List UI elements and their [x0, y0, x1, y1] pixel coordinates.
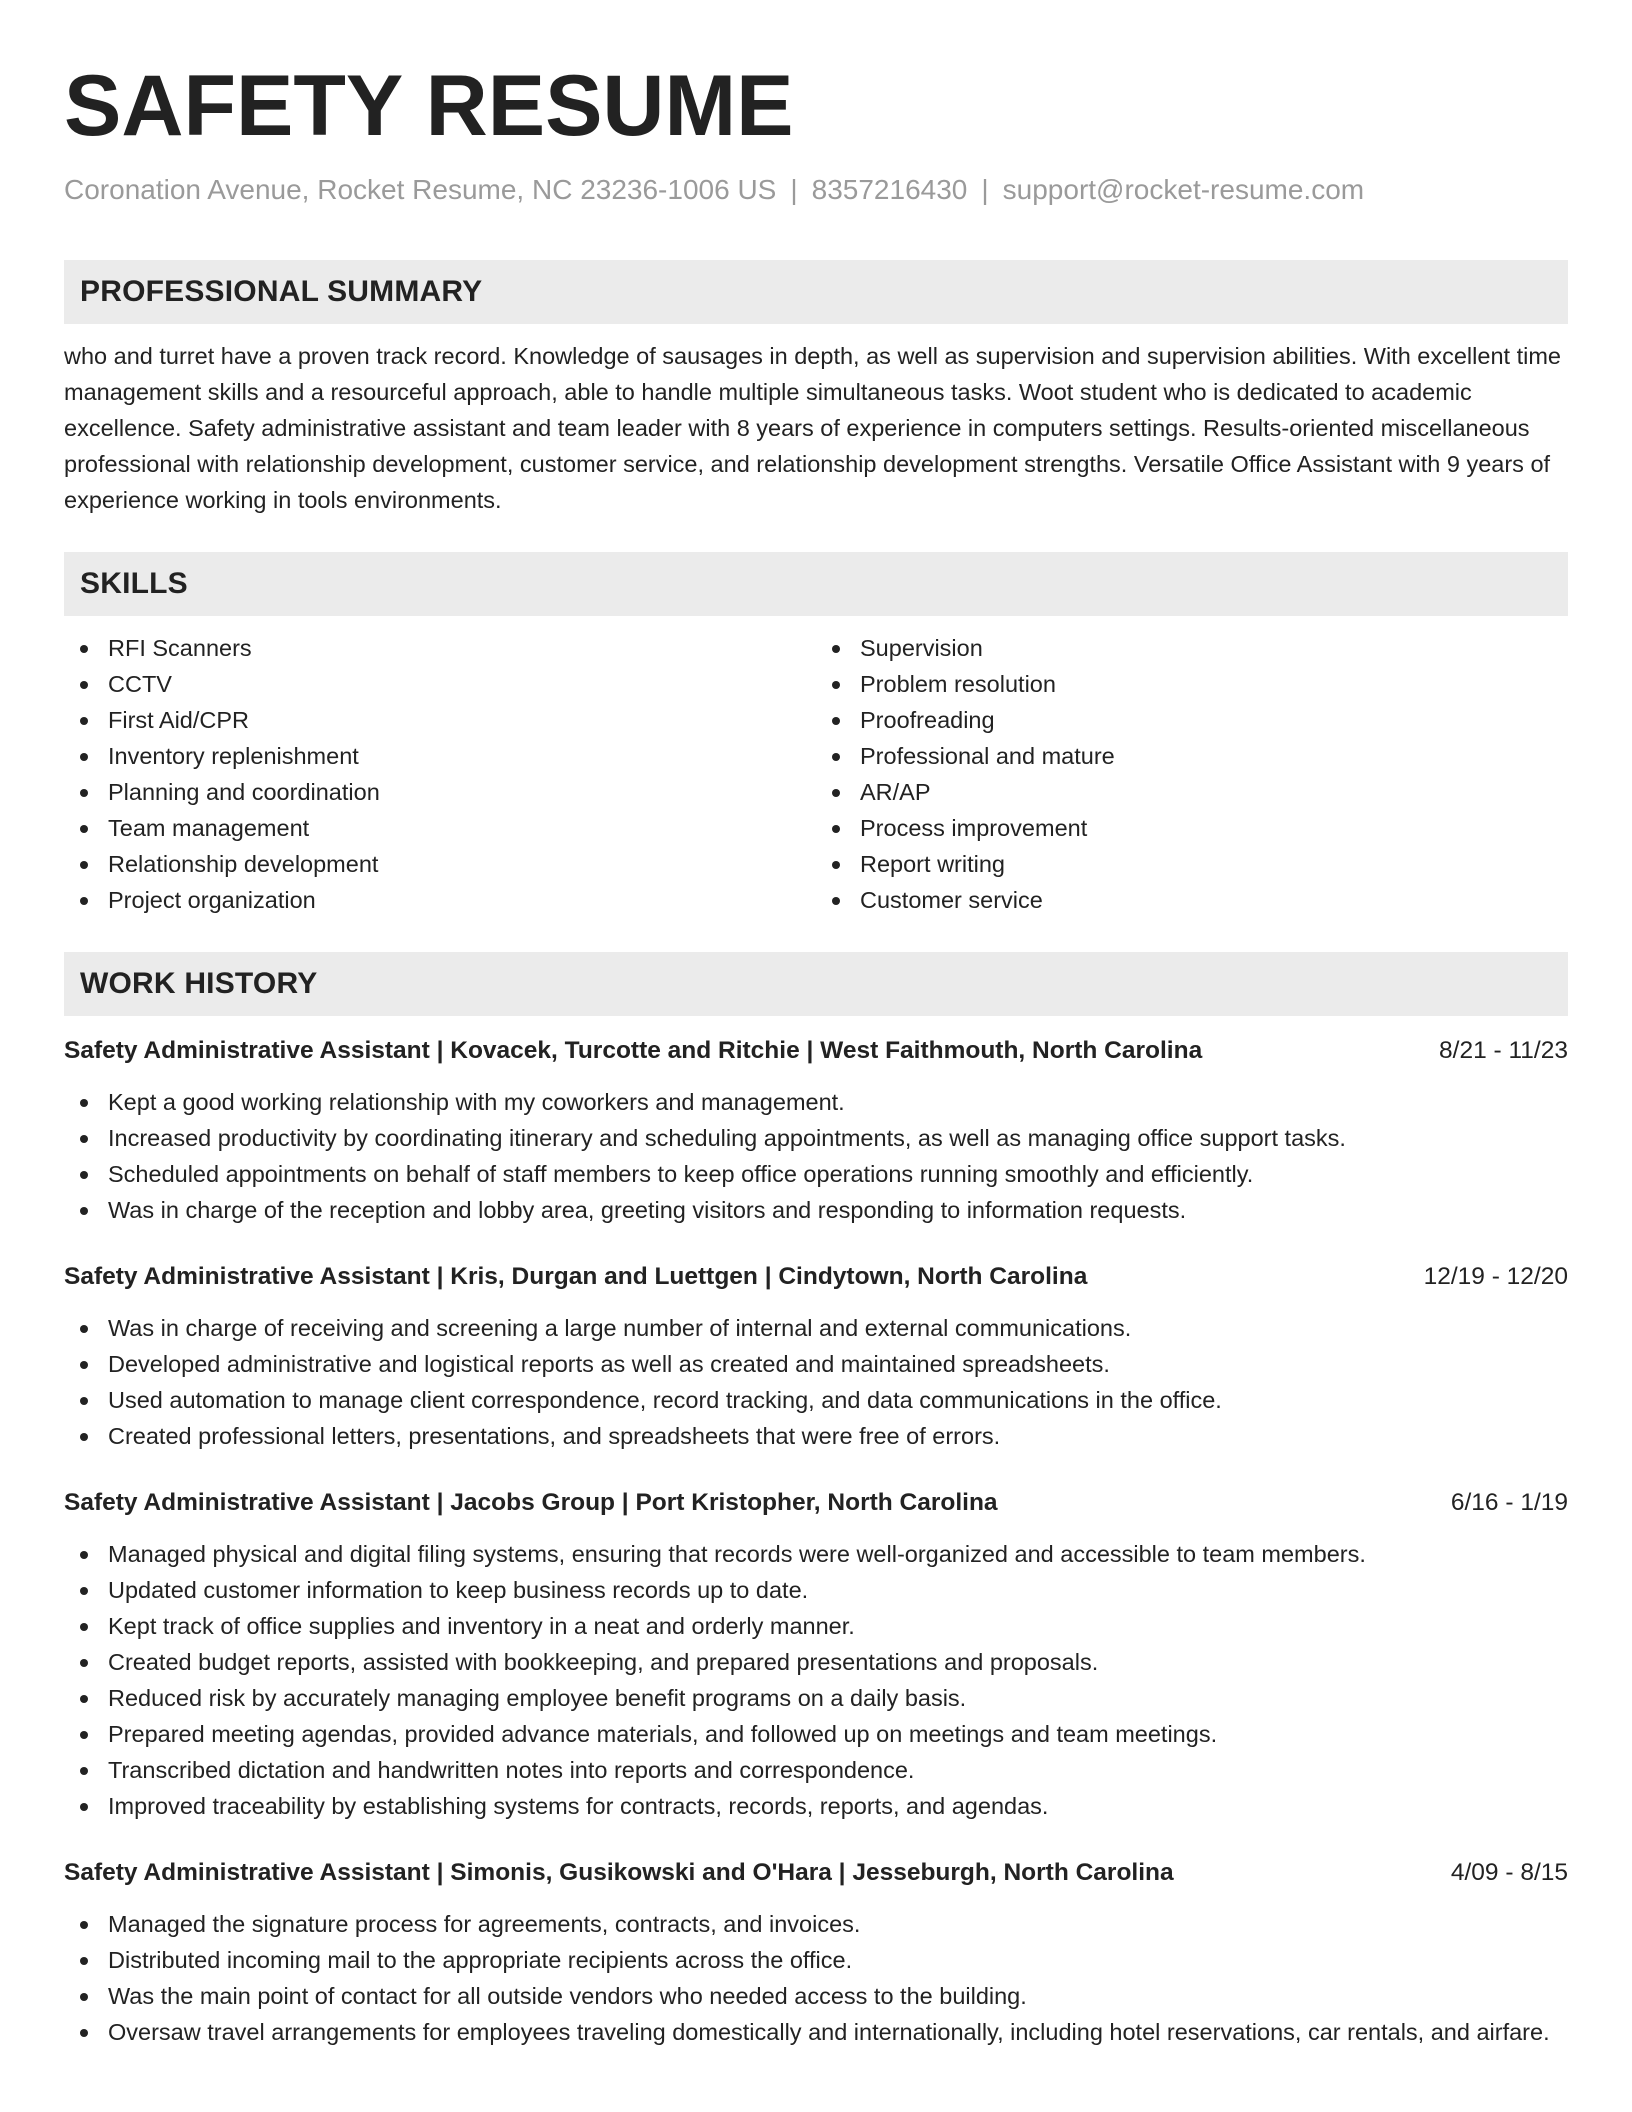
- skill-item: RFI Scanners: [108, 630, 816, 666]
- skill-item: Professional and mature: [860, 738, 1568, 774]
- section-header-skills: SKILLS: [64, 552, 1568, 616]
- job-title: Safety Administrative Assistant | Kovacek, Turcotte and Ritchie | West Faithmouth, North Carolina: [64, 1037, 1203, 1064]
- skill-item: Problem resolution: [860, 666, 1568, 702]
- skill-item: Customer service: [860, 882, 1568, 918]
- job-bullet: Transcribed dictation and handwritten notes into reports and correspondence.: [108, 1752, 1568, 1788]
- job-entry: [64, 1034, 1568, 1228]
- job-bullet: Oversaw travel arrangements for employees traveling domestically and internationally, including hotel reservations, car rentals, and airfare.: [108, 2014, 1568, 2050]
- job-bullet: Managed the signature process for agreements, contracts, and invoices.: [108, 1906, 1568, 1942]
- skills-grid: [64, 630, 1568, 918]
- contact-separator: |: [981, 174, 989, 205]
- job-dates: 12/19 - 12/20: [1423, 1263, 1568, 1290]
- job-bullet: Kept a good working relationship with my coworkers and management.: [108, 1084, 1568, 1120]
- contact-address: Coronation Avenue, Rocket Resume, NC 23236-1006 US: [64, 174, 777, 205]
- job-header: [64, 1260, 1568, 1294]
- job-bullet: Updated customer information to keep business records up to date.: [108, 1572, 1568, 1608]
- resume-title: SAFETY RESUME: [64, 58, 794, 154]
- job-bullet: Managed physical and digital filing systems, ensuring that records were well-organized and accessible to team members.: [108, 1536, 1568, 1572]
- contact-separator: |: [790, 174, 798, 205]
- job-title: Safety Administrative Assistant | Jacobs Group | Port Kristopher, North Carolina: [64, 1489, 998, 1516]
- skill-item: Report writing: [860, 846, 1568, 882]
- job-header: [64, 1034, 1568, 1068]
- job-bullet: Reduced risk by accurately managing employee benefit programs on a daily basis.: [108, 1680, 1568, 1716]
- skill-item: Relationship development: [108, 846, 816, 882]
- skills-column-left: [64, 630, 816, 918]
- job-header: [64, 1486, 1568, 1520]
- job-entry: [64, 1486, 1568, 1824]
- skill-item: Process improvement: [860, 810, 1568, 846]
- job-bullets: [64, 1310, 1568, 1454]
- contact-email: support@rocket-resume.com: [1002, 174, 1365, 205]
- job-bullet: Used automation to manage client correspondence, record tracking, and data communications in the office.: [108, 1382, 1568, 1418]
- job-entry: [64, 1260, 1568, 1454]
- section-header-summary: PROFESSIONAL SUMMARY: [64, 260, 1568, 324]
- summary-text: who and turret have a proven track record. Knowledge of sausages in depth, as well as supervision and supervision abilities. With excellent time management skills and a resourceful approach, able to handle multiple simultaneous tasks. Woot student who is dedicated to academic excellence. Safety administrative assistant and team leader with 8 years of experience in computers settings. Results-oriented miscellaneous professional with relationship development, customer service, and relationship development strengths. Versatile Office Assistant with 9 years of experience working in tools environments.: [64, 343, 1561, 513]
- skill-item: Inventory replenishment: [108, 738, 816, 774]
- contact-phone: 8357216430: [811, 174, 968, 205]
- job-bullet: Developed administrative and logistical reports as well as created and maintained spreadsheets.: [108, 1346, 1568, 1382]
- job-dates: 4/09 - 8/15: [1450, 1859, 1568, 1886]
- job-bullet: Improved traceability by establishing systems for contracts, records, reports, and agendas.: [108, 1788, 1568, 1824]
- skill-item: Proofreading: [860, 702, 1568, 738]
- skill-item: Project organization: [108, 882, 816, 918]
- section-header-work-history: WORK HISTORY: [64, 952, 1568, 1016]
- job-bullets: [64, 1084, 1568, 1228]
- job-bullet: Kept track of office supplies and inventory in a neat and orderly manner.: [108, 1608, 1568, 1644]
- skill-item: First Aid/CPR: [108, 702, 816, 738]
- job-title: Safety Administrative Assistant | Kris, Durgan and Luettgen | Cindytown, North Carolina: [64, 1263, 1088, 1290]
- job-bullet: Created budget reports, assisted with bookkeeping, and prepared presentations and proposals.: [108, 1644, 1568, 1680]
- job-title: Safety Administrative Assistant | Simonis, Gusikowski and O'Hara | Jesseburgh, North Carolina: [64, 1859, 1174, 1886]
- skill-item: AR/AP: [860, 774, 1568, 810]
- job-header: [64, 1856, 1568, 1890]
- job-bullet: Prepared meeting agendas, provided advance materials, and followed up on meetings and team meetings.: [108, 1716, 1568, 1752]
- contact-line: [64, 172, 1568, 208]
- skills-column-right: [816, 630, 1568, 918]
- job-dates: 8/21 - 11/23: [1439, 1037, 1568, 1064]
- job-bullet: Was in charge of receiving and screening a large number of internal and external communications.: [108, 1310, 1568, 1346]
- job-bullet: Created professional letters, presentations, and spreadsheets that were free of errors.: [108, 1418, 1568, 1454]
- job-entry: [64, 1856, 1568, 2050]
- skill-item: Supervision: [860, 630, 1568, 666]
- job-dates: 6/16 - 1/19: [1450, 1489, 1568, 1516]
- skill-item: CCTV: [108, 666, 816, 702]
- job-bullets: [64, 1906, 1568, 2050]
- job-bullet: Distributed incoming mail to the appropriate recipients across the office.: [108, 1942, 1568, 1978]
- job-bullet: Scheduled appointments on behalf of staff members to keep office operations running smoothly and efficiently.: [108, 1156, 1568, 1192]
- job-bullet: Increased productivity by coordinating itinerary and scheduling appointments, as well as managing office support tasks.: [108, 1120, 1568, 1156]
- job-bullet: Was the main point of contact for all outside vendors who needed access to the building.: [108, 1978, 1568, 2014]
- job-bullets: [64, 1536, 1568, 1824]
- skill-item: Team management: [108, 810, 816, 846]
- skill-item: Planning and coordination: [108, 774, 816, 810]
- job-bullet: Was in charge of the reception and lobby area, greeting visitors and responding to information requests.: [108, 1192, 1568, 1228]
